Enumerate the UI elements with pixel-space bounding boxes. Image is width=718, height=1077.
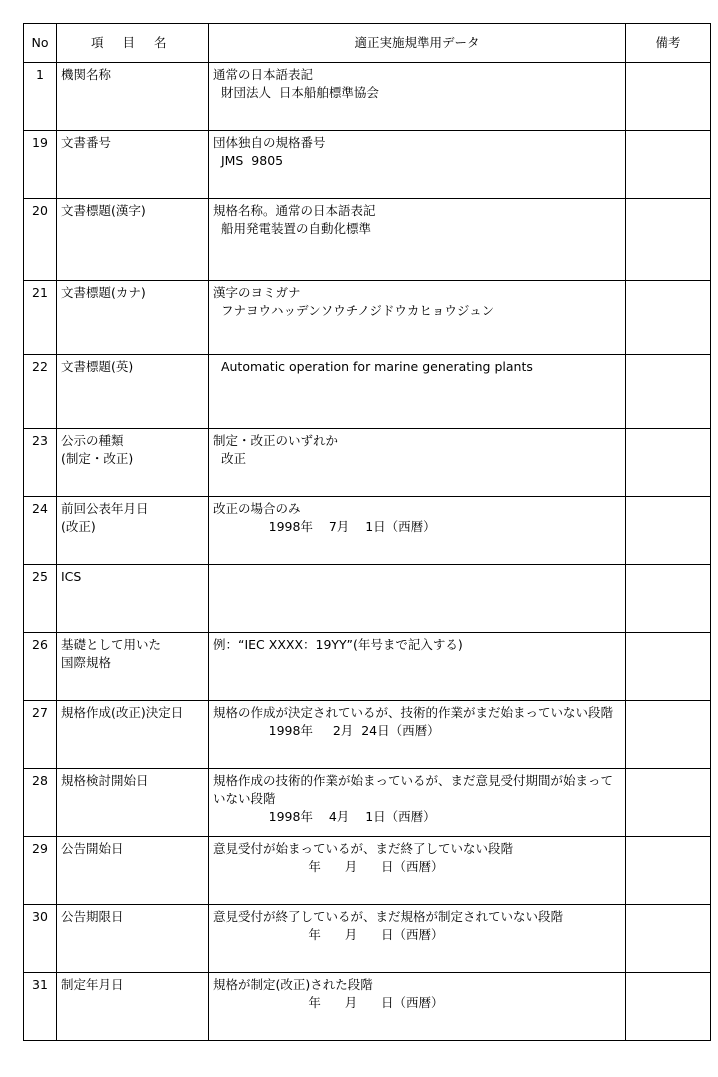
header-data: 適正実施規準用データ [209, 24, 626, 63]
remarks-cell [626, 837, 711, 905]
data-value-cell [209, 429, 626, 497]
item-name-line: 前回公表年月日 [61, 501, 149, 516]
data-value-line: 改正の場合のみ [213, 501, 301, 516]
row-number: 26 [24, 633, 57, 701]
item-name-line: 公示の種類 [61, 433, 124, 448]
item-name-line: 文書標題(漢字) [61, 203, 146, 218]
row-number: 28 [24, 769, 57, 837]
data-value-cell [209, 355, 626, 429]
remarks-cell [626, 633, 711, 701]
data-value-line: 船用発電装置の自動化標準 [213, 221, 371, 236]
item-name-cell [57, 199, 209, 281]
data-value-cell [209, 701, 626, 769]
item-name-line: 文書番号 [61, 135, 112, 150]
item-name-line: 規格作成(改正)決定日 [61, 705, 184, 720]
row-number: 19 [24, 131, 57, 199]
remarks-cell [626, 701, 711, 769]
data-value-line: 意見受付が始まっているが、まだ終了していない段階 [213, 841, 514, 856]
data-value-line: フナヨウハッデンソウチノジドウカヒョウジュン [213, 303, 495, 318]
header-row [24, 24, 711, 63]
table-row [24, 63, 711, 131]
table-row [24, 565, 711, 633]
jis-data-form-table [23, 23, 711, 1041]
header-no: No [24, 24, 57, 63]
table-row [24, 633, 711, 701]
data-value-cell [209, 905, 626, 973]
row-number: 1 [24, 63, 57, 131]
remarks-cell [626, 973, 711, 1041]
data-value-line: 財団法人 日本船舶標準協会 [213, 85, 379, 100]
data-value-line: 年 月 日（西暦） [213, 859, 444, 874]
row-number: 27 [24, 701, 57, 769]
row-number: 20 [24, 199, 57, 281]
item-name-cell [57, 905, 209, 973]
table-row [24, 701, 711, 769]
data-value-line: 規格の作成が決定されているが、技術的作業がまだ始まっていない段階 [213, 705, 614, 720]
item-name-line: 文書標題(英) [61, 359, 134, 374]
data-value-line: 制定・改正のいずれか [213, 433, 339, 448]
item-name-cell [57, 131, 209, 199]
table-row [24, 905, 711, 973]
item-name-cell [57, 565, 209, 633]
data-value-line: 改正 [213, 451, 246, 466]
remarks-cell [626, 905, 711, 973]
data-value-cell [209, 281, 626, 355]
item-name-line: 機関名称 [61, 67, 112, 82]
data-value-cell [209, 973, 626, 1041]
item-name-line: (改正) [61, 519, 96, 534]
table-row [24, 429, 711, 497]
remarks-cell [626, 63, 711, 131]
row-number: 23 [24, 429, 57, 497]
item-name-cell [57, 973, 209, 1041]
item-name-line: ICS [61, 569, 82, 584]
table-row [24, 199, 711, 281]
data-value-line: 団体独自の規格番号 [213, 135, 326, 150]
item-name-cell [57, 281, 209, 355]
item-name-line: 規格検討開始日 [61, 773, 149, 788]
data-value-line: 1998年 2月 24日（西暦） [213, 723, 440, 738]
data-value-cell [209, 63, 626, 131]
data-value-cell [209, 497, 626, 565]
data-value-line: JMS 9805 [213, 153, 284, 168]
data-value-line: 規格作成の技術的作業が始まっているが、まだ意見受付期間が始まっていない段階 [213, 773, 614, 806]
remarks-cell [626, 281, 711, 355]
table-row [24, 769, 711, 837]
row-number: 30 [24, 905, 57, 973]
table-row [24, 131, 711, 199]
data-value-line: Automatic operation for marine generating plants [213, 359, 533, 374]
item-name-line: 文書標題(カナ) [61, 285, 146, 300]
row-number: 24 [24, 497, 57, 565]
data-value-cell [209, 769, 626, 837]
row-number: 31 [24, 973, 57, 1041]
table-row [24, 497, 711, 565]
item-name-line: 公告期限日 [61, 909, 124, 924]
row-number: 29 [24, 837, 57, 905]
data-value-line: 規格名称。通常の日本語表記 [213, 203, 376, 218]
item-name-line: 国際規格 [61, 655, 112, 670]
data-value-line: 1998年 7月 1日（西暦） [213, 519, 436, 534]
item-name-line: 基礎として用いた [61, 637, 162, 652]
item-name-line: (制定・改正) [61, 451, 134, 466]
remarks-cell [626, 131, 711, 199]
item-name-cell [57, 633, 209, 701]
item-name-cell [57, 701, 209, 769]
data-value-cell [209, 565, 626, 633]
data-value-cell [209, 837, 626, 905]
remarks-cell [626, 199, 711, 281]
data-value-line: 例：“IEC XXXX：19YY”(年号まで記入する) [213, 637, 463, 652]
table-row [24, 355, 711, 429]
data-value-line: 年 月 日（西暦） [213, 995, 444, 1010]
item-name-line: 制定年月日 [61, 977, 124, 992]
header-item: 項 目 名 [57, 24, 209, 63]
table-row [24, 281, 711, 355]
remarks-cell [626, 355, 711, 429]
data-value-line: 意見受付が終了しているが、まだ規格が制定されていない段階 [213, 909, 564, 924]
data-value-line: 通常の日本語表記 [213, 67, 314, 82]
item-name-cell [57, 429, 209, 497]
item-name-line: 公告開始日 [61, 841, 124, 856]
data-value-line: 漢字のヨミガナ [213, 285, 301, 300]
row-number: 25 [24, 565, 57, 633]
data-value-line: 1998年 4月 1日（西暦） [213, 809, 436, 824]
table-row [24, 973, 711, 1041]
item-name-cell [57, 837, 209, 905]
item-name-cell [57, 769, 209, 837]
remarks-cell [626, 769, 711, 837]
data-value-cell [209, 131, 626, 199]
data-value-line: 規格が制定(改正)された段階 [213, 977, 373, 992]
data-value-cell [209, 633, 626, 701]
header-remarks: 備考 [626, 24, 711, 63]
item-name-cell [57, 63, 209, 131]
data-value-line: 年 月 日（西暦） [213, 927, 444, 942]
row-number: 21 [24, 281, 57, 355]
row-number: 22 [24, 355, 57, 429]
remarks-cell [626, 429, 711, 497]
table-row [24, 837, 711, 905]
item-name-cell [57, 355, 209, 429]
data-value-cell [209, 199, 626, 281]
remarks-cell [626, 497, 711, 565]
item-name-cell [57, 497, 209, 565]
remarks-cell [626, 565, 711, 633]
